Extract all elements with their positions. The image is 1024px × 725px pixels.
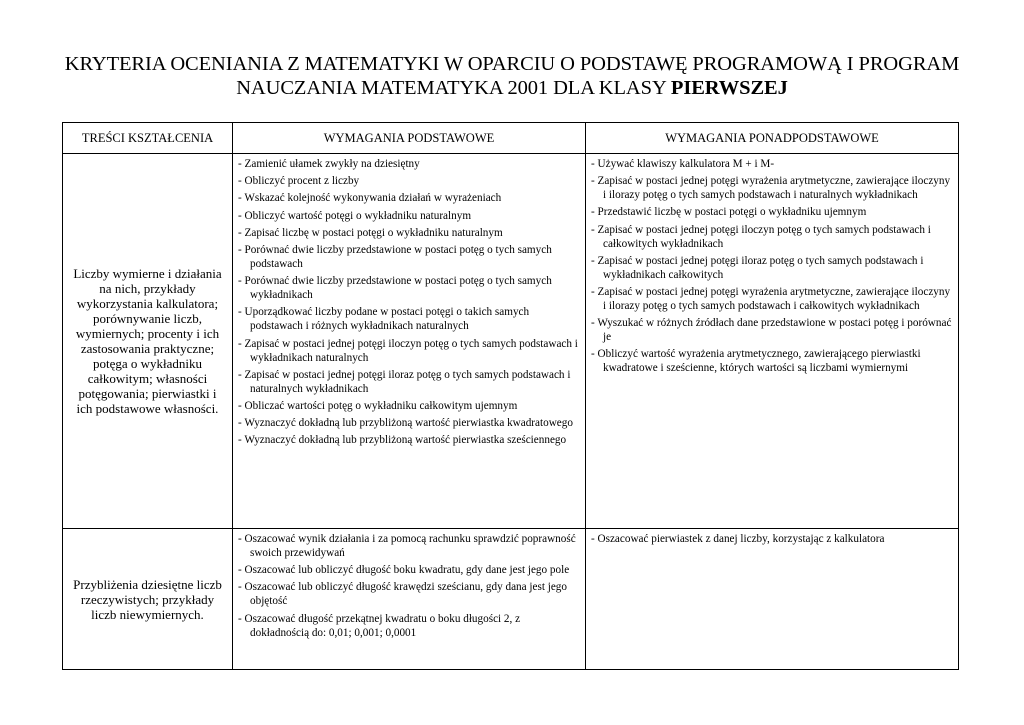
list-item: - Oszacować lub obliczyć długość krawędzi sześcianu, gdy dana jest jego objętość (237, 580, 581, 608)
list-item: - Oszacować lub obliczyć długość boku kwadratu, gdy dane jest jego pole (237, 563, 581, 577)
list-item: - Uporządkować liczby podane w postaci potęgi o takich samych podstawach i różnych wykładnikach naturalnych (237, 305, 581, 333)
list-item: - Zapisać w postaci jednej potęgi wyrażenia arytmetyczne, zawierające iloczyny i ilorazy potęg o tych samych podstawach i naturalnych wykładnikach (590, 174, 954, 202)
header-topics: TREŚCI KSZTAŁCENIA (63, 123, 233, 154)
list-item: - Wyznaczyć dokładną lub przybliżoną wartość pierwiastka sześciennego (237, 433, 581, 447)
list-item: - Obliczyć wartość potęgi o wykładniku naturalnym (237, 209, 581, 223)
list-item: - Zapisać w postaci jednej potęgi iloraz potęg o tych samych podstawach i wykładnikach całkowitych (590, 254, 954, 282)
list-item: - Zamienić ułamek zwykły na dziesiętny (237, 157, 581, 171)
advanced-requirements-cell (586, 529, 959, 670)
document-title (0, 52, 1024, 100)
advanced-requirements-list (586, 529, 958, 546)
list-item: - Oszacować pierwiastek z danej liczby, korzystając z kalkulatora (590, 532, 954, 546)
list-item: - Obliczyć wartość wyrażenia arytmetycznego, zawierającego pierwiastki kwadratowe i sześcienne, których wartości są liczbami wymiernymi (590, 347, 954, 375)
basic-requirements-cell (233, 154, 586, 529)
list-item: - Porównać dwie liczby przedstawione w postaci potęg o tych samych wykładnikach (237, 274, 581, 302)
topic-cell: Przybliżenia dziesiętne liczb rzeczywistych; przykłady liczb niewymiernych. (63, 529, 233, 670)
title-line-2-text: NAUCZANIA MATEMATYKA 2001 DLA KLASY (236, 77, 671, 99)
table-row (63, 529, 959, 670)
list-item: - Wyszukać w różnych źródłach dane przedstawione w postaci potęg i porównać je (590, 316, 954, 344)
list-item: - Wskazać kolejność wykonywania działań w wyrażeniach (237, 191, 581, 205)
title-line-2 (0, 76, 1024, 100)
header-basic-requirements: WYMAGANIA PODSTAWOWE (233, 123, 586, 154)
list-item: - Obliczyć procent z liczby (237, 174, 581, 188)
header-row (63, 123, 959, 154)
list-item: - Zapisać liczbę w postaci potęgi o wykładniku naturalnym (237, 226, 581, 240)
list-item: - Oszacować wynik działania i za pomocą rachunku sprawdzić poprawność swoich przewidywań (237, 532, 581, 560)
basic-requirements-list (233, 154, 585, 447)
table-row (63, 154, 959, 529)
list-item: - Obliczać wartości potęg o wykładniku całkowitym ujemnym (237, 399, 581, 413)
list-item: - Przedstawić liczbę w postaci potęgi o wykładniku ujemnym (590, 205, 954, 219)
topic-cell: Liczby wymierne i działania na nich, przykłady wykorzystania kalkulatora; porównywanie liczb, wymiernych; procenty i ich zastosowania praktyczne; potęga o wykładniku całkowitym; własności potęgowania; pierwiastki i ich podstawowe własności. (63, 154, 233, 529)
basic-requirements-list (233, 529, 585, 640)
list-item: - Zapisać w postaci jednej potęgi wyrażenia arytmetyczne, zawierające iloczyny i ilorazy potęg o tych samych podstawach i całkowitych wykładnikach (590, 285, 954, 313)
list-item: - Wyznaczyć dokładną lub przybliżoną wartość pierwiastka kwadratowego (237, 416, 581, 430)
list-item: - Porównać dwie liczby przedstawione w postaci potęg o tych samych podstawach (237, 243, 581, 271)
criteria-table (62, 122, 959, 670)
advanced-requirements-list (586, 154, 958, 375)
advanced-requirements-cell (586, 154, 959, 529)
header-advanced-requirements: WYMAGANIA PONADPODSTAWOWE (586, 123, 959, 154)
title-class-name: PIERWSZEJ (670, 77, 788, 99)
list-item: - Zapisać w postaci jednej potęgi iloczyn potęg o tych samych podstawach i całkowitych wykładnikach (590, 223, 954, 251)
basic-requirements-cell (233, 529, 586, 670)
list-item: - Używać klawiszy kalkulatora M + i M- (590, 157, 954, 171)
list-item: - Zapisać w postaci jednej potęgi iloraz potęg o tych samych podstawach i naturalnych wykładnikach (237, 368, 581, 396)
title-line-1: KRYTERIA OCENIANIA Z MATEMATYKI W OPARCIU O PODSTAWĘ PROGRAMOWĄ I PROGRAM (64, 53, 960, 75)
list-item: - Zapisać w postaci jednej potęgi iloczyn potęg o tych samych podstawach i wykładnikach naturalnych (237, 337, 581, 365)
list-item: - Oszacować długość przekątnej kwadratu o boku długości 2, z dokładnością do: 0,01; 0,001; 0,0001 (237, 612, 581, 640)
